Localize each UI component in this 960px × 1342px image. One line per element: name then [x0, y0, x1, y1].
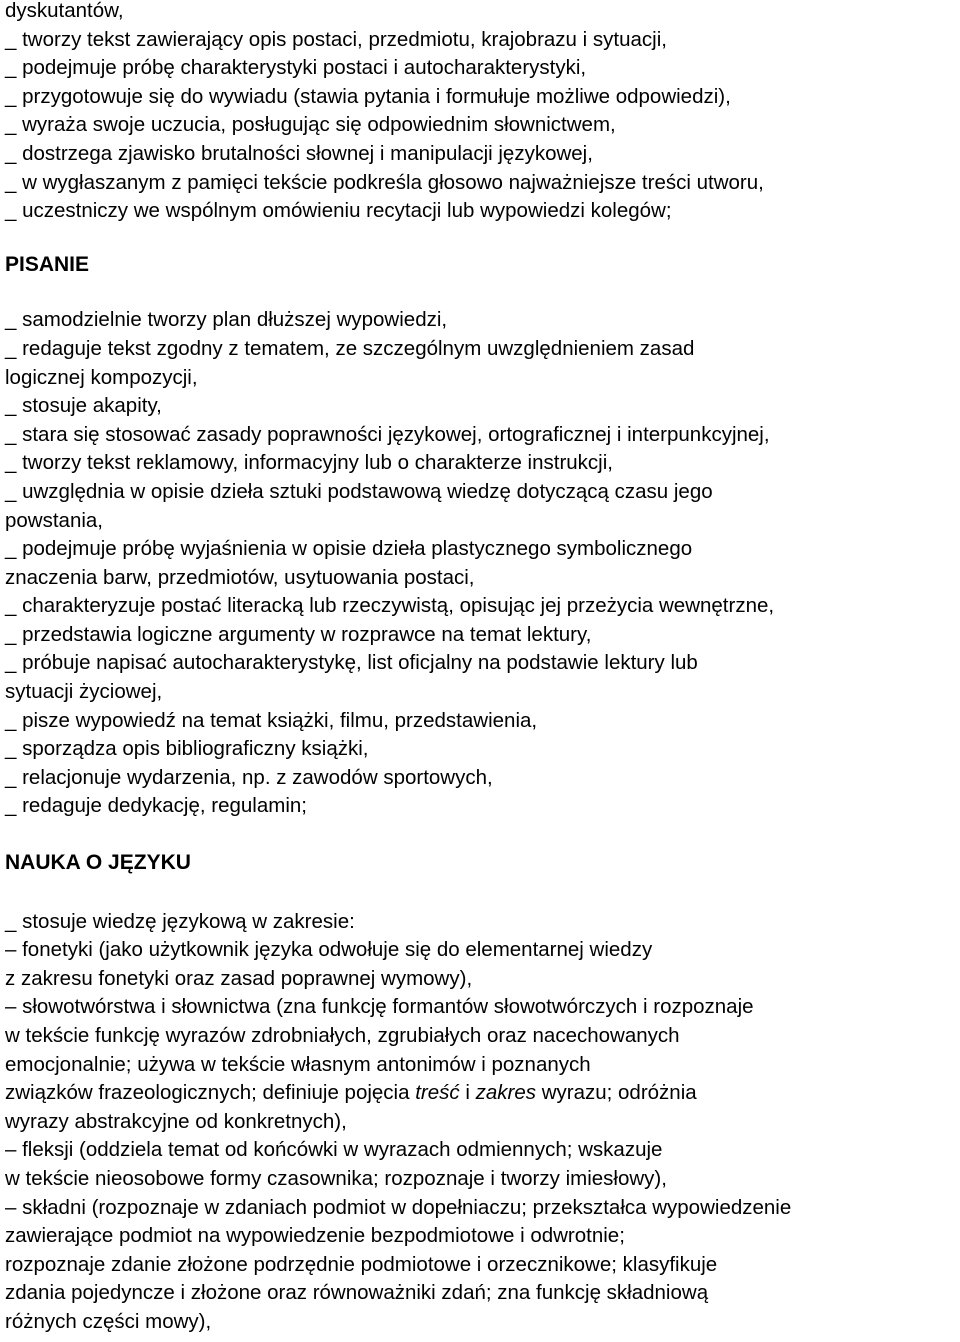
list-item: _ stosuje wiedzę językową w zakresie: [5, 909, 355, 933]
list-item: _ przedstawia logiczne argumenty w rozprawce na temat lektury, [5, 622, 592, 646]
list-item: _ redaguje tekst zgodny z tematem, ze szczególnym uwzględnieniem zasad [5, 336, 695, 360]
list-item: _ tworzy tekst reklamowy, informacyjny lub o charakterze instrukcji, [5, 451, 613, 475]
list-item: znaczenia barw, przedmiotów, usytuowania postaci, [5, 565, 475, 589]
list-item: _ redaguje dedykację, regulamin; [5, 794, 307, 818]
list-item: logicznej kompozycji, [5, 365, 198, 389]
list-item: rozpoznaje zdanie złożone podrzędnie podmiotowe i orzecznikowe; klasyfikuje [5, 1252, 718, 1276]
section-top [5, 0, 960, 226]
list-item: powstania, [5, 508, 104, 532]
section-nauka-o-jezyku [5, 908, 960, 1337]
list-item: _ przygotowuje się do wywiadu (stawia pytania i formułuje możliwe odpowiedzi), [5, 84, 731, 108]
list-item: _ uczestniczy we wspólnym omówieniu recytacji lub wypowiedzi kolegów; [5, 199, 672, 223]
list-item: _ w wygłaszanym z pamięci tekście podkreśla głosowo najważniejsze treści utworu, [5, 170, 764, 194]
list-item: – składni (rozpoznaje w zdaniach podmiot w dopełniaczu; przekształca wypowiedzenie [5, 1195, 792, 1219]
list-item: zawierające podmiot na wypowiedzenie bezpodmiotowe i odwrotnie; [5, 1224, 625, 1248]
list-item: wyrazy abstrakcyjne od konkretnych), [5, 1109, 347, 1133]
list-item: _ podejmuje próbę charakterystyki postaci i autocharakterystyki, [5, 56, 587, 80]
list-item-mixed [5, 1079, 960, 1108]
list-item: – fleksji (oddziela temat od końcówki w wyrazach odmiennych; wskazuje [5, 1138, 663, 1162]
list-item: zdania pojedyncze i złożone oraz równoważniki zdań; zna funkcję składniową [5, 1281, 709, 1305]
list-item: _ stosuje akapity, [5, 394, 162, 418]
list-item: _ charakteryzuje postać literacką lub rzeczywistą, opisując jej przeżycia wewnętrzne, [5, 594, 775, 618]
emphasized-term: zakres [475, 1081, 536, 1105]
list-item: _ tworzy tekst zawierający opis postaci, przedmiotu, krajobrazu i sytuacji, [5, 27, 667, 51]
text-span: wyrazu; odróżnia [536, 1081, 697, 1105]
list-item: – fonetyki (jako użytkownik języka odwołuje się do elementarnej wiedzy [5, 938, 653, 962]
list-item: z zakresu fonetyki oraz zasad poprawnej wymowy), [5, 966, 473, 990]
list-item: sytuacji życiowej, [5, 680, 163, 704]
list-item: _ relacjonuje wydarzenia, np. z zawodów sportowych, [5, 765, 493, 789]
list-item: _ podejmuje próbę wyjaśnienia w opisie dzieła plastycznego symbolicznego [5, 537, 693, 561]
text-span: związków frazeologicznych; definiuje pojęcia [5, 1081, 416, 1105]
section-heading-pisanie: PISANIE [5, 252, 90, 276]
list-item: _ pisze wypowiedź na temat książki, filmu, przedstawienia, [5, 708, 538, 732]
emphasized-term: treść [415, 1081, 460, 1105]
list-item: różnych części mowy), [5, 1309, 212, 1333]
list-item: _ uwzględnia w opisie dzieła sztuki podstawową wiedzę dotyczącą czasu jego [5, 479, 713, 503]
list-item: _ próbuje napisać autocharakterystykę, list oficjalny na podstawie lektury lub [5, 651, 698, 675]
list-item: _ dostrzega zjawisko brutalności słownej i manipulacji językowej, [5, 141, 593, 165]
list-item: – słowotwórstwa i słownictwa (zna funkcję formantów słowotwórczych i rozpoznaje [5, 995, 754, 1019]
text-span: i [459, 1081, 476, 1105]
list-item: _ stara się stosować zasady poprawności językowej, ortograficznej i interpunkcyjnej, [5, 422, 770, 446]
list-item: _ sporządza opis bibliograficzny książki, [5, 737, 369, 761]
list-item: _ samodzielnie tworzy plan dłuższej wypowiedzi, [5, 308, 448, 332]
section-heading-nauka-o-jezyku: NAUKA O JĘZYKU [5, 851, 191, 875]
text-line: dyskutantów, [5, 0, 124, 22]
list-item: w tekście funkcję wyrazów zdrobniałych, zgrubiałych oraz nacechowanych [5, 1024, 680, 1047]
list-item: _ wyraża swoje uczucia, posługując się odpowiednim słownictwem, [5, 113, 616, 137]
section-pisanie [5, 306, 960, 821]
list-item: emocjonalnie; używa w tekście własnym antonimów i poznanych [5, 1052, 591, 1076]
list-item: w tekście nieosobowe formy czasownika; rozpoznaje i tworzy imiesłowy), [5, 1166, 667, 1190]
